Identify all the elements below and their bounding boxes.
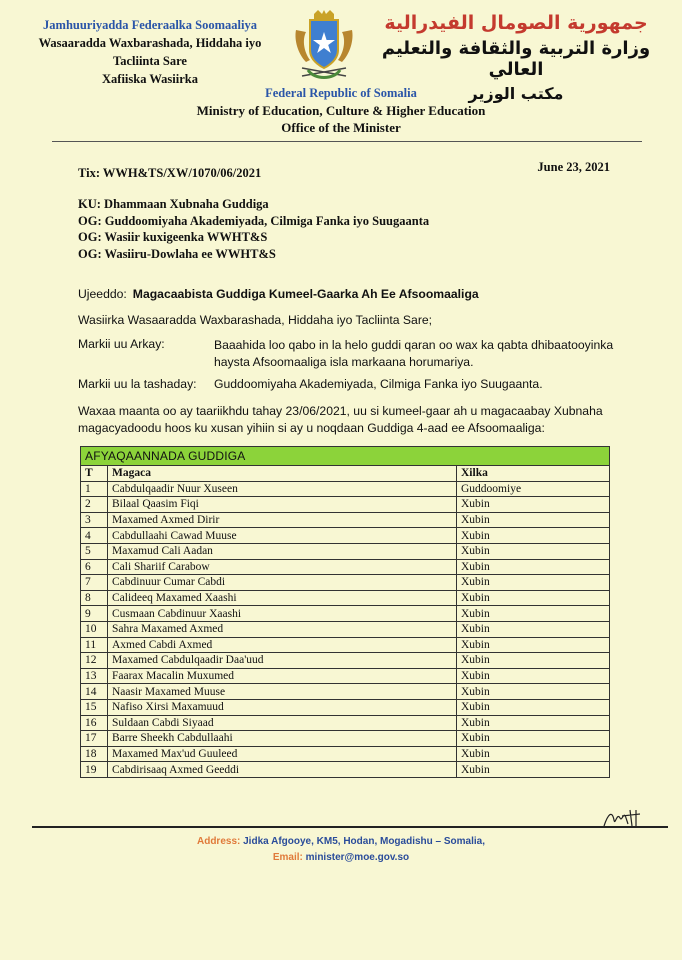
cell-number: 7	[81, 575, 108, 591]
cell-number: 11	[81, 637, 108, 653]
cell-name: Barre Sheekh Cabdullaahi	[108, 731, 457, 747]
cell-name: Maxamed Axmed Dirir	[108, 512, 457, 528]
cell-name: Faarax Macalin Muxumed	[108, 668, 457, 684]
cell-number: 3	[81, 512, 108, 528]
cell-role: Xubin	[457, 746, 610, 762]
letterhead-ar-line3: مكتب الوزير	[468, 84, 564, 103]
letterhead-somali	[30, 18, 270, 87]
cell-name: Maxamed Cabdulqaadir Daa'uud	[108, 653, 457, 669]
cell-number: 17	[81, 731, 108, 747]
cell-role: Xubin	[457, 528, 610, 544]
column-header-number: T	[81, 466, 108, 482]
cell-role: Xubin	[457, 590, 610, 606]
letterhead-so-line4: Xafiiska Wasiirka	[102, 72, 198, 86]
cell-number: 19	[81, 762, 108, 778]
footer-address	[0, 834, 682, 850]
cell-name: Maxamud Cali Aadan	[108, 543, 457, 559]
cell-name: Cabdullaahi Cawad Muuse	[108, 528, 457, 544]
table-row	[81, 590, 610, 606]
cell-number: 18	[81, 746, 108, 762]
reference-number: Tix: WWH&TS/XW/1070/06/2021	[78, 166, 262, 180]
markii-tashaday-label: Markii uu la tashaday:	[78, 377, 197, 391]
cell-role: Xubin	[457, 497, 610, 513]
table-row	[81, 653, 610, 669]
cell-name: Cusmaan Cabdinuur Xaashi	[108, 606, 457, 622]
cell-role: Xubin	[457, 637, 610, 653]
footer-email	[0, 850, 682, 866]
cell-role: Xubin	[457, 731, 610, 747]
footer-email-label: Email:	[272, 852, 303, 863]
cell-number: 16	[81, 715, 108, 731]
cell-role: Xubin	[457, 621, 610, 637]
column-header-role: Xilka	[457, 466, 610, 482]
letterhead-en-line3: Office of the Minister	[281, 120, 401, 135]
footer	[0, 834, 682, 866]
recipient-line: OG: Guddoomiyaha Akademiyada, Cilmiga Fanka iyo Suugaanta	[78, 213, 430, 228]
cell-number: 5	[81, 543, 108, 559]
cell-name: Cabdulqaadir Nuur Xuseen	[108, 481, 457, 497]
letterhead-so-line2: Wasaaradda Waxbarashada, Hiddaha iyo	[38, 36, 262, 50]
cell-name: Suldaan Cabdi Siyaad	[108, 715, 457, 731]
table-row	[81, 715, 610, 731]
somalia-coat-of-arms-icon	[292, 10, 356, 86]
letterhead-so-line3: Tacliinta Sare	[113, 54, 187, 68]
markii-tashaday-text: Guddoomiyaha Akademiyada, Cilmiga Fanka iyo Suugaanta.	[214, 377, 543, 391]
table-row	[81, 668, 610, 684]
table-row	[81, 559, 610, 575]
cell-role: Guddoomiye	[457, 481, 610, 497]
table-row	[81, 762, 610, 778]
table-row	[81, 684, 610, 700]
cell-name: Cali Shariif Carabow	[108, 559, 457, 575]
cell-name: Nafiso Xirsi Maxamuud	[108, 699, 457, 715]
cell-role: Xubin	[457, 512, 610, 528]
cell-number: 2	[81, 497, 108, 513]
markii-arkay-text: Baaahida loo qabo in la helo guddi qaran oo wax ka qabta dhibaatooyinka haysta Afsoomaaliga isla markaana horumariya.	[214, 338, 614, 369]
members-table	[80, 446, 610, 778]
table-row	[81, 528, 610, 544]
cell-role: Xubin	[457, 543, 610, 559]
cell-number: 4	[81, 528, 108, 544]
table-row	[81, 699, 610, 715]
cell-role: Xubin	[457, 653, 610, 669]
recipient-line: KU: Dhammaan Xubnaha Guddiga	[78, 197, 269, 211]
table-row	[81, 606, 610, 622]
table-row	[81, 637, 610, 653]
cell-name: Naasir Maxamed Muuse	[108, 684, 457, 700]
table-row	[81, 512, 610, 528]
recipient-line: OG: Wasiir kuxigeenka WWHT&S	[78, 230, 268, 244]
cell-number: 10	[81, 621, 108, 637]
cell-role: Xubin	[457, 699, 610, 715]
cell-name: Axmed Cabdi Axmed	[108, 637, 457, 653]
column-header-name: Magaca	[108, 466, 457, 482]
cell-role: Xubin	[457, 559, 610, 575]
table-row	[81, 746, 610, 762]
letterhead-ar-line1: جمهورية الصومال الفيدرالية	[384, 12, 648, 34]
cell-role: Xubin	[457, 715, 610, 731]
cell-role: Xubin	[457, 575, 610, 591]
table-row	[81, 621, 610, 637]
cell-name: Calideeq Maxamed Xaashi	[108, 590, 457, 606]
cell-name: Cabdinuur Cumar Cabdi	[108, 575, 457, 591]
cell-role: Xubin	[457, 606, 610, 622]
subject-line	[78, 287, 479, 301]
cell-role: Xubin	[457, 668, 610, 684]
letterhead-so-line1: Jamhuuriyadda Federaalka Soomaaliya	[43, 18, 257, 32]
letter-date: June 23, 2021	[537, 160, 610, 174]
cell-role: Xubin	[457, 684, 610, 700]
cell-name: Bilaal Qaasim Fiqi	[108, 497, 457, 513]
letterhead-english	[150, 86, 532, 136]
footer-address-label: Address:	[196, 836, 241, 847]
markii-arkay-label: Markii uu Arkay:	[78, 337, 165, 351]
subject-text: Magacaabista Guddiga Kumeel-Gaarka Ah Ee Afsoomaaliga	[132, 287, 479, 301]
cell-number: 12	[81, 653, 108, 669]
footer-address-value: Jidka Afgooye, KM5, Hodan, Mogadishu – Somalia,	[243, 836, 486, 847]
cell-number: 8	[81, 590, 108, 606]
cell-number: 14	[81, 684, 108, 700]
paragraph-appointment: Waxaa maanta oo ay taariikhdu tahay 23/06/2021, uu si kumeel-gaar ah u magacaabay Xubnaha magacyadoodu hoos ku xusan yihiin si ay u noqdaan Guddiga 4-aad ee Afsoomaaliga:	[78, 404, 603, 435]
table-caption-row	[81, 447, 610, 466]
cell-name: Sahra Maxamed Axmed	[108, 621, 457, 637]
table-row	[81, 543, 610, 559]
table-row	[81, 731, 610, 747]
recipient-line: OG: Wasiiru-Dowlaha ee WWHT&S	[78, 246, 276, 261]
footer-divider	[32, 826, 668, 828]
paragraph-minister: Wasiirka Wasaaradda Waxbarashada, Hiddaha iyo Tacliinta Sare;	[78, 313, 433, 327]
cell-name: Maxamed Max'ud Guuleed	[108, 746, 457, 762]
cell-number: 13	[81, 668, 108, 684]
letterhead-en-line2: Ministry of Education, Culture & Higher Education	[196, 103, 486, 118]
table-row	[81, 497, 610, 513]
header-divider	[52, 141, 642, 142]
cell-number: 1	[81, 481, 108, 497]
cell-number: 6	[81, 559, 108, 575]
cell-name: Cabdirisaaq Axmed Geeddi	[108, 762, 457, 778]
letterhead-en-line1: Federal Republic of Somalia	[265, 86, 417, 100]
cell-number: 15	[81, 699, 108, 715]
footer-email-value[interactable]: minister@moe.gov.so	[305, 852, 410, 863]
letterhead-ar-line2: وزارة التربية والثقافة والتعليم العالي	[381, 38, 651, 80]
table-caption: AFYAQAANNADA GUDDIGA	[81, 447, 610, 466]
table-row	[81, 481, 610, 497]
subject-label: Ujeeddo:	[78, 287, 127, 301]
table-header-row	[81, 466, 610, 482]
cell-number: 9	[81, 606, 108, 622]
recipients-block	[78, 196, 429, 262]
table-row	[81, 575, 610, 591]
cell-role: Xubin	[457, 762, 610, 778]
